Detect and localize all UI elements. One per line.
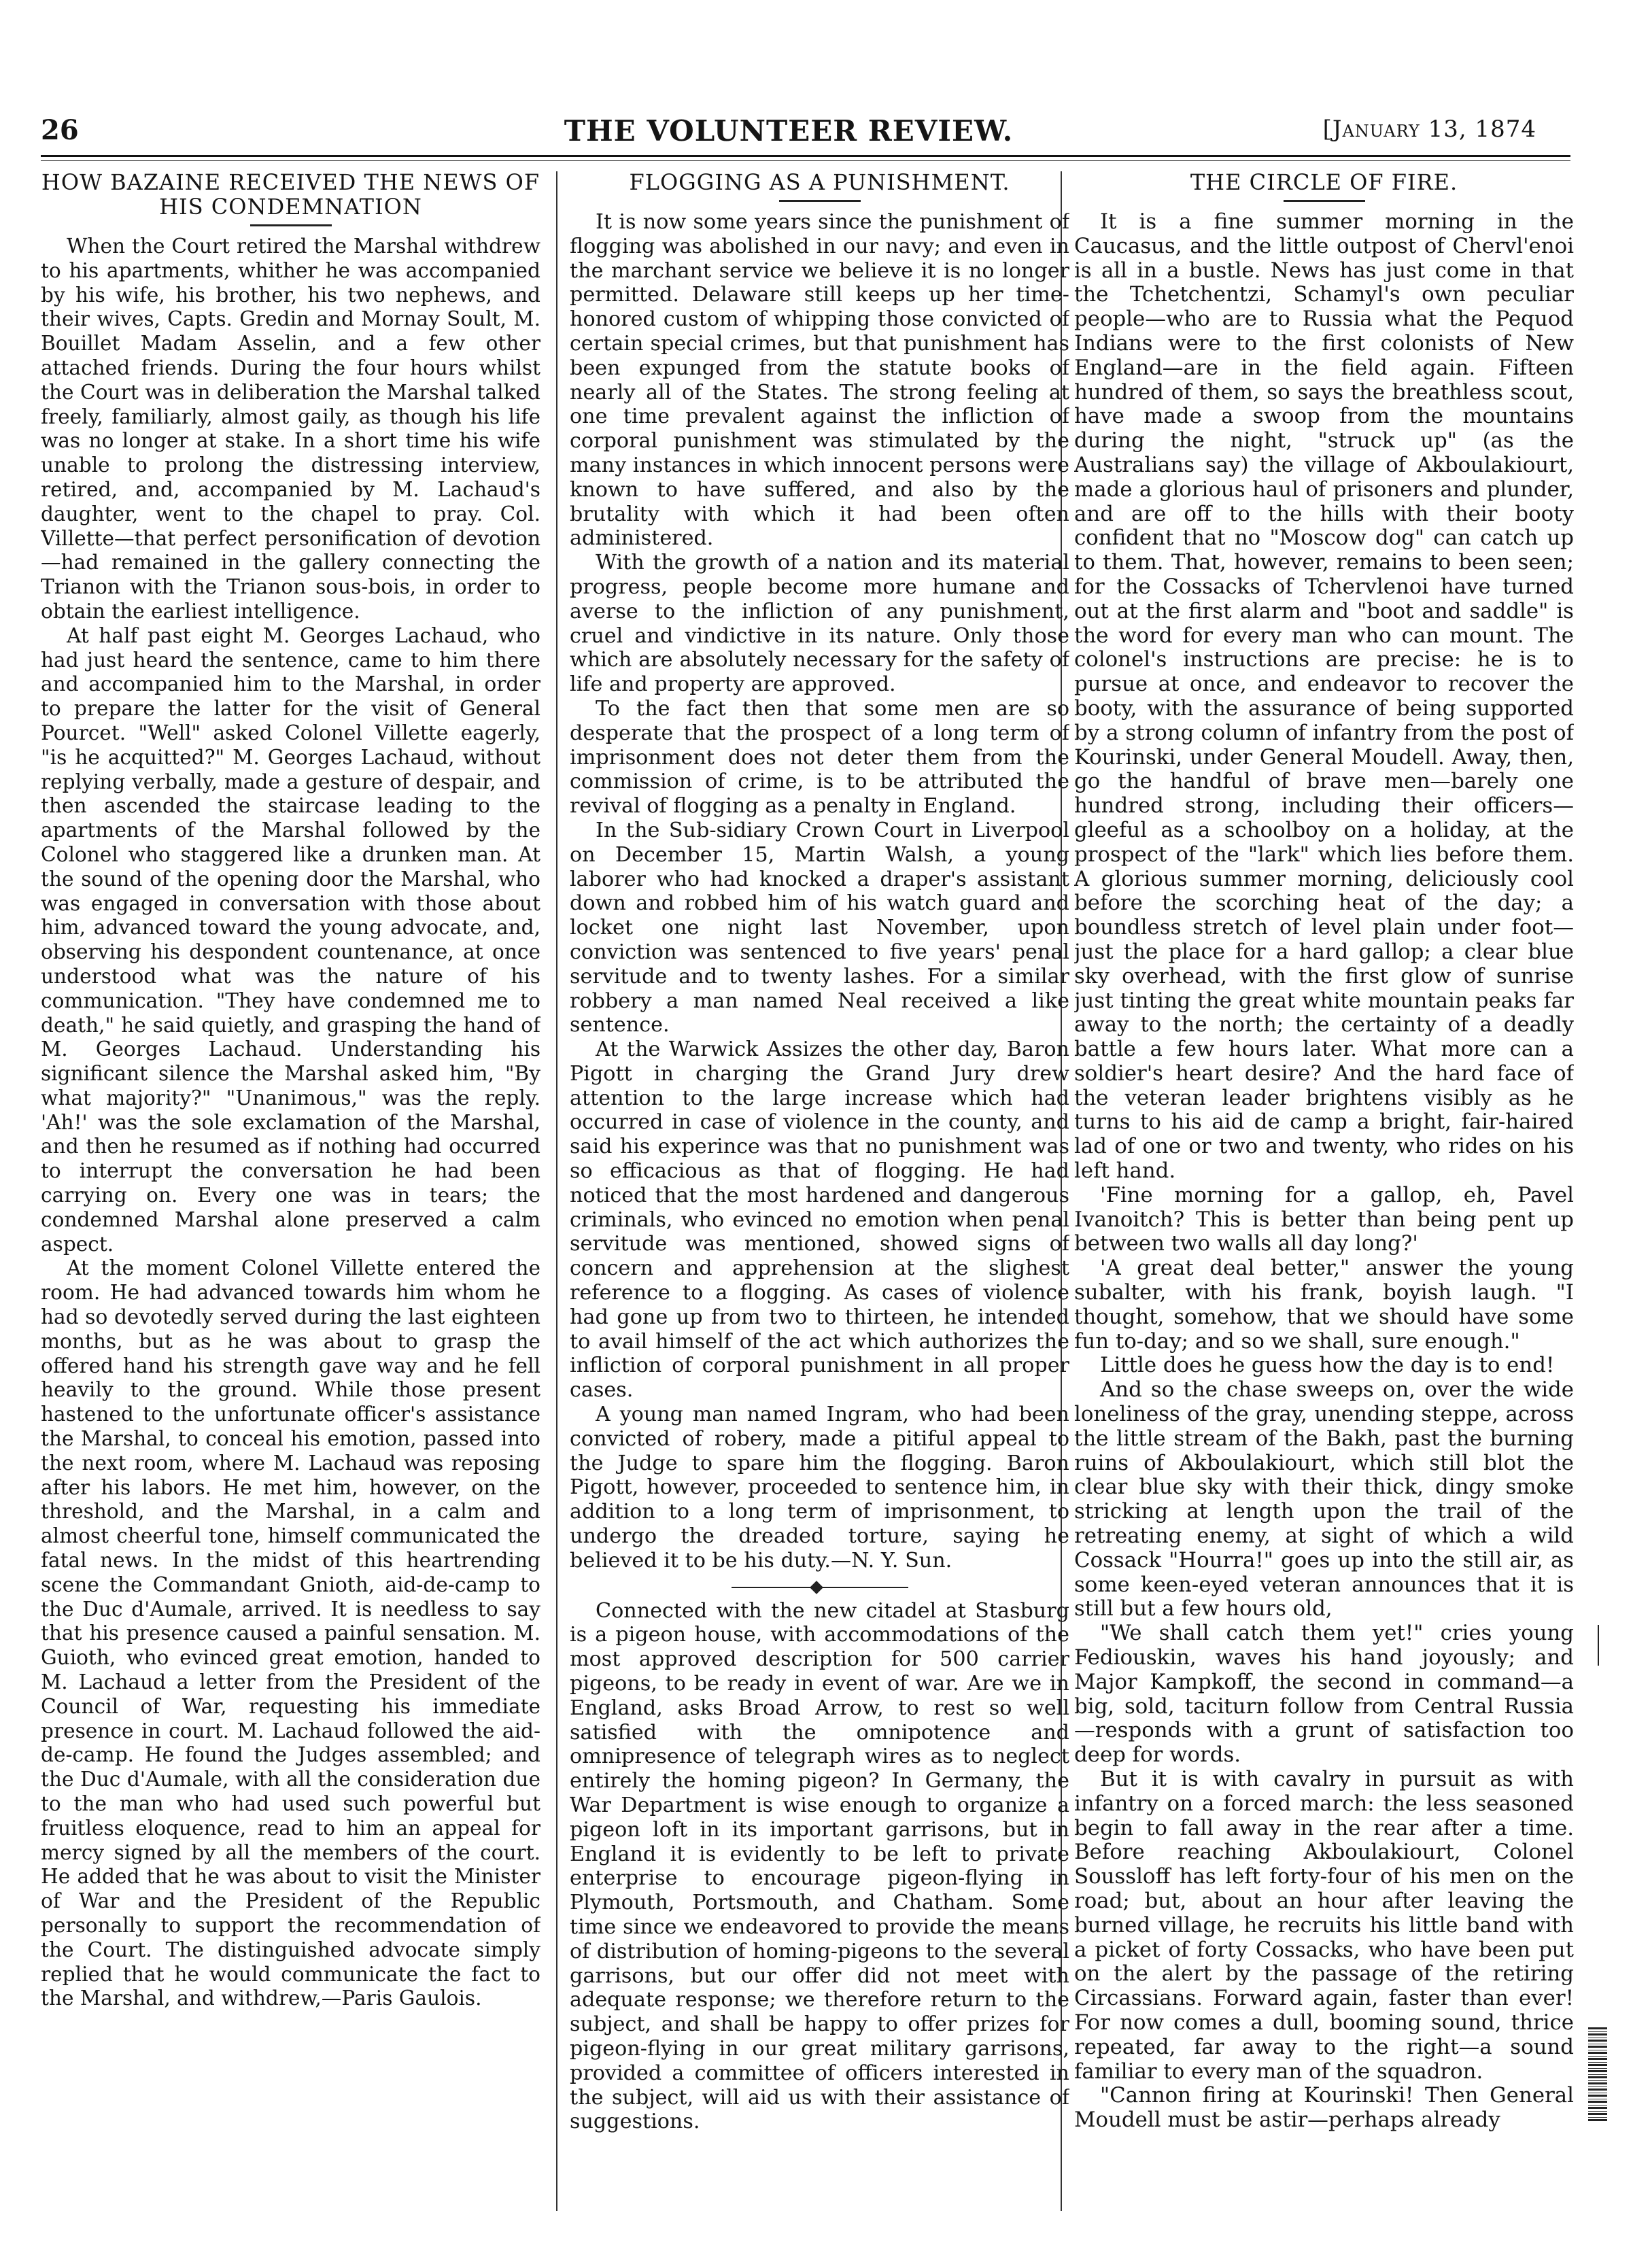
header-rule-thick <box>41 155 1570 157</box>
article-paragraph: Connected with the new citadel at Stasburg is a pigeon house, with accommodations of the most approved description for 500 carrier pigeons, to be ready in event of war. Are we in England, asks Broad Arrow, to rest so well satisfied with the omnipotence and omnipresence of telegraph wires as to neglect entirely the homing pigeon? In Germany, the War Department is wise enough to organize a pigeon loft in its important garrisons, but in England it is evidently to be left to private enterprise to encourage pigeon-flying in Plymouth, Portsmouth, and Chatham. Some time since we endeavored to provide the means of distribution of homing-pigeons to the several garrisons, but our offer did not meet with adequate response; we therefore return to the subject, and shall be happy to offer prizes for pigeon-flying in our great military garrisons, provided a committee of officers interested in the subject, will aid us with their assistance of suggestions. <box>570 1598 1069 2134</box>
article-paragraph: "We shall catch them yet!" cries young Fediouskin, waves his hand joyously; and Major Kampkoff, the second in command—a big, sold, taciturn follow from Central Russia—responds with a grunt of satisfaction too deep for words. <box>1074 1621 1574 1768</box>
diamond-ornament-icon <box>810 1581 823 1594</box>
scan-barcode-icon <box>1588 2026 1607 2121</box>
article-paragraph: And so the chase sweeps on, over the wide loneliness of the gray, unending steppe, across the little stream of the Bakh, past the burning ruins of Akboulakiourt, which still blot the clear blue sky with their thick, dingy smoke stricking at length upon the trail of the retreating enemy, at sight of which a wild Cossack "Hourra!" goes up into the still air, as some keen-eyed veteran announces that it is still but a few hours old, <box>1074 1377 1574 1621</box>
article-paragraph: 'Fine morning for a gallop, eh, Pavel Ivanoitch? This is better than being pent up between two walls all day long?' <box>1074 1182 1574 1256</box>
article-title: THE CIRCLE OF FIRE. <box>1190 170 1458 195</box>
article-paragraph: A young man named Ingram, who had been convicted of robery, made a pitiful appeal to the Judge to spare him the flogging. Baron Pigott, however, proceeded to sentence him, in addition to a long term of imprisonment, to undergo the dreaded torture, saying he believed it to be his duty.—N. Y. Sun. <box>570 1403 1069 1573</box>
article-paragraph: "Cannon firing at Kourinski! Then General Moudell must be astir—perhaps already <box>1074 2083 1574 2133</box>
issue-date: [January 13, 1874 <box>1322 116 1536 143</box>
article-paragraph: In the Sub-sidiary Crown Court in Liverpool on December 15, Martin Walsh, a young laborer who had knocked a draper's assistant down and robbed him of his watch guard and locket one night last November, upon conviction was sentenced to five years' penal servitude and to twenty lashes. For a similar robbery a man named Neal received a like sentence. <box>570 818 1069 1037</box>
column-3 <box>1074 170 1574 2216</box>
section-separator <box>732 1583 908 1592</box>
title-dash <box>250 224 332 226</box>
masthead: THE VOLUNTEER REVIEW. <box>564 114 1014 148</box>
header-rule-thin <box>41 160 1570 161</box>
article-title: FLOGGING AS A PUNISHMENT. <box>629 170 1010 195</box>
article-paragraph: To the fact then that some men are so desperate that the prospect of a long term of imprisonment does not deter them from the commission of crime, is to be attributed the revival of flogging as a penalty in England. <box>570 696 1069 819</box>
column-2 <box>570 170 1069 2216</box>
article-paragraph: When the Court retired the Marshal withdrew to his apartments, whither he was accompanied by his wife, his brother, his two nephews, and their wives, Capts. Gredin and Mornay Soult, M. Bouillet Madam Asselin, and a few other attached friends. During the four hours whilst the Court was in deliberation the Marshal talked freely, familiarly, almost gaily, as though his life was no longer at stake. In a short time his wife unable to prolong the distressing interview, retired, and, accompanied by M. Lachaud's daughter, went to the chapel to pray. Col. Villette—that perfect personification of devotion—had remained in the gallery connecting the Trianon with the Trianon sous-bois, in order to obtain the earliest intelligence. <box>41 235 540 623</box>
article-paragraph: Little does he guess how the day is to end! <box>1100 1353 1555 1378</box>
article-paragraph: With the growth of a nation and its material progress, people become more humane and averse to the infliction of any punishment, cruel and vindictive in its nature. Only those which are absolutely necessary for the safety of life and property are approved. <box>570 551 1069 697</box>
article-paragraph: It is now some years since the punishment of flogging was abolished in our navy; and even in the marchant service we believe it is no longer permitted. Delaware still keeps up her time-honored custom of whipping those convicted of certain special crimes, but that punishment has been expunged from the statute books of nearly all of the States. The strong feeling at one time prevalent against the infliction of corporal punishment was stimulated by the many instances in which innocent persons were known to have suffered, and also by the brutality with which it had been often administered. <box>570 210 1069 551</box>
article-paragraph: At the Warwick Assizes the other day, Baron Pigott in charging the Grand Jury drew attention to the large increase which had occurred in case of violence in the county, and said his experince was that no punishment was so efficacious as that of flogging. He had noticed that the most hardened and dangerous criminals, who evinced no emotion when penal servitude was mentioned, showed signs of concern and apprehension at the slighest reference to a flogging. As cases of violence had gone up from two to thirteen, he intended to avail himself of the act which authorizes the infliction of corporal punishment in all proper cases. <box>570 1037 1069 1403</box>
page-header <box>41 114 1536 152</box>
article-paragraph: At the moment Colonel Villette entered the room. He had advanced towards him whom he had so devotedly served during the last eighteen months, but as he was about to grasp the offered hand his strength gave way and he fell heavily to the ground. While those present hastened to the unfortunate officer's assistance the Marshal, to conceal his emotion, passed into the next room, where M. Lachaud was reposing after his labors. He met him, however, on the threshold, and the Marshal, in a calm and almost cheerful tone, himself communicated the fatal news. In the midst of this heartrending scene the Commandant Gnioth, aid-de-camp to the Duc d'Aumale, arrived. It is needless to say that his presence caused a painful sensation. M. Guioth, who evinced great emotion, handed to M. Lachaud a letter from the President of the Council of War, requesting his immediate presence in court. M. Lachaud followed the aid-de-camp. He found the Judges assembled; and the Duc d'Aumale, with all the consideration due to the man who had used such powerful but fruitless eloquence, read to him an appeal for mercy signed by all the members of the court. He added that he was about to visit the Minister of War and the President of the Republic personally to support the recommendation of the Court. The distinguished advocate simply replied that he would communicate the fact to the Marshal, and withdrew,—Paris Gaulois. <box>41 1256 540 2010</box>
column-divider <box>556 171 557 2211</box>
article-paragraph: It is a fine summer morning in the Caucasus, and the little outpost of Chervl'enoi is all in a bustle. News has just come in that the Tchetchentzi, Schamyl's own peculiar people—who are to Russia what the Pequod Indians were to the first colonists of New England—are in the field again. Fifteen hundred of them, so says the breathless scout, have made a swoop from the mountains during the night, "struck up" (as the Australians say) the village of Akboulakiourt, made a glorious haul of prisoners and plunder, and are off to the hills with their booty confident that no "Moscow dog" can catch up to them. That, however, remains to been seen; for the Cossacks of Tchervlenoi have turned out at the first alarm and "boot and saddle" is the word for every man who can mount. The colonel's instructions are precise: he is to pursue at once, and endeavor to recover the booty, with the assurance of being supported by a strong column of infantry from the post of Kourinski, under General Moudell. Away, then, go the handful of brave men—barely one hundred strong, including their officers—gleeful as a schoolboy on a holiday, at the prospect of the "lark" which lies before them. A glorious summer morning, deliciously cool before the scorching heat of the day; a boundless stretch of level plain under foot—just the place for a hard gallop; a clear blue sky overhead, with the first glow of sunrise just tinting the great white mountain peaks far away to the north; the certainty of a deadly battle a few hours later. What more can a soldier's heart desire? And the hard face of the veteran leader brightens visibly as he turns to his aid de camp a bright, fair-haired lad of one or two and twenty, who rides on his left hand. <box>1074 209 1574 1184</box>
article-paragraph: But it is with cavalry in pursuit as with infantry on a forced march: the less seasoned begin to fall away in the rear after a time. Before reaching Akboulakiourt, Colonel Soussloff has left forty-four of his men on the road; but, about an hour after leaving the burned village, he recruits his little band with a picket of forty Cossacks, who have been put on the alert by the passage of the retiring Circassians. Forward again, faster than ever! For now comes a dull, booming sound, thrice repeated, far away to the right—a sound familiar to every man of the squadron. <box>1074 1767 1574 2084</box>
page-number: 26 <box>41 114 79 146</box>
title-dash <box>779 200 861 202</box>
title-dash <box>1284 200 1365 202</box>
margin-mark <box>1598 1625 1599 1666</box>
article-paragraph: At half past eight M. Georges Lachaud, who had just heard the sentence, came to him there and accompanied him to the Marshal, in order to prepare the latter for the visit of General Pourcet. "Well" asked Colonel Villette eagerly, "is he acquitted?" M. Georges Lachaud, without replying verbally, made a gesture of despair, and then ascended the staircase leading to the apartments of the Marshal followed by the Colonel who staggered like a drunken man. At the sound of the opening door the Marshal, who was engaged in conversation with those about him, advanced toward the young advocate, and, observing his despondent countenance, at once understood what was the nature of his communication. "They have condemned me to death," he said quietly, and grasping the hand of M. Georges Lachaud. Understanding his significant silence the Marshal asked him, "By what majority?" "Unanimous," was the reply. 'Ah!' was the sole exclamation of the Marshal, and then he resumed as if nothing had occurred to interrupt the conversation he had been carrying on. Every one was in tears; the condemned Marshal alone preserved a calm aspect. <box>41 623 540 1256</box>
article-paragraph: 'A great deal better," answer the young subalter, with his frank, boyish laugh. "I thought, somehow, that we should have some fun to-day; and so we shall, sure enough." <box>1074 1256 1574 1354</box>
article-title: HOW BAZAINE RECEIVED THE NEWS OF HIS CONDEMNATION <box>41 170 540 220</box>
column-1 <box>41 170 540 2216</box>
